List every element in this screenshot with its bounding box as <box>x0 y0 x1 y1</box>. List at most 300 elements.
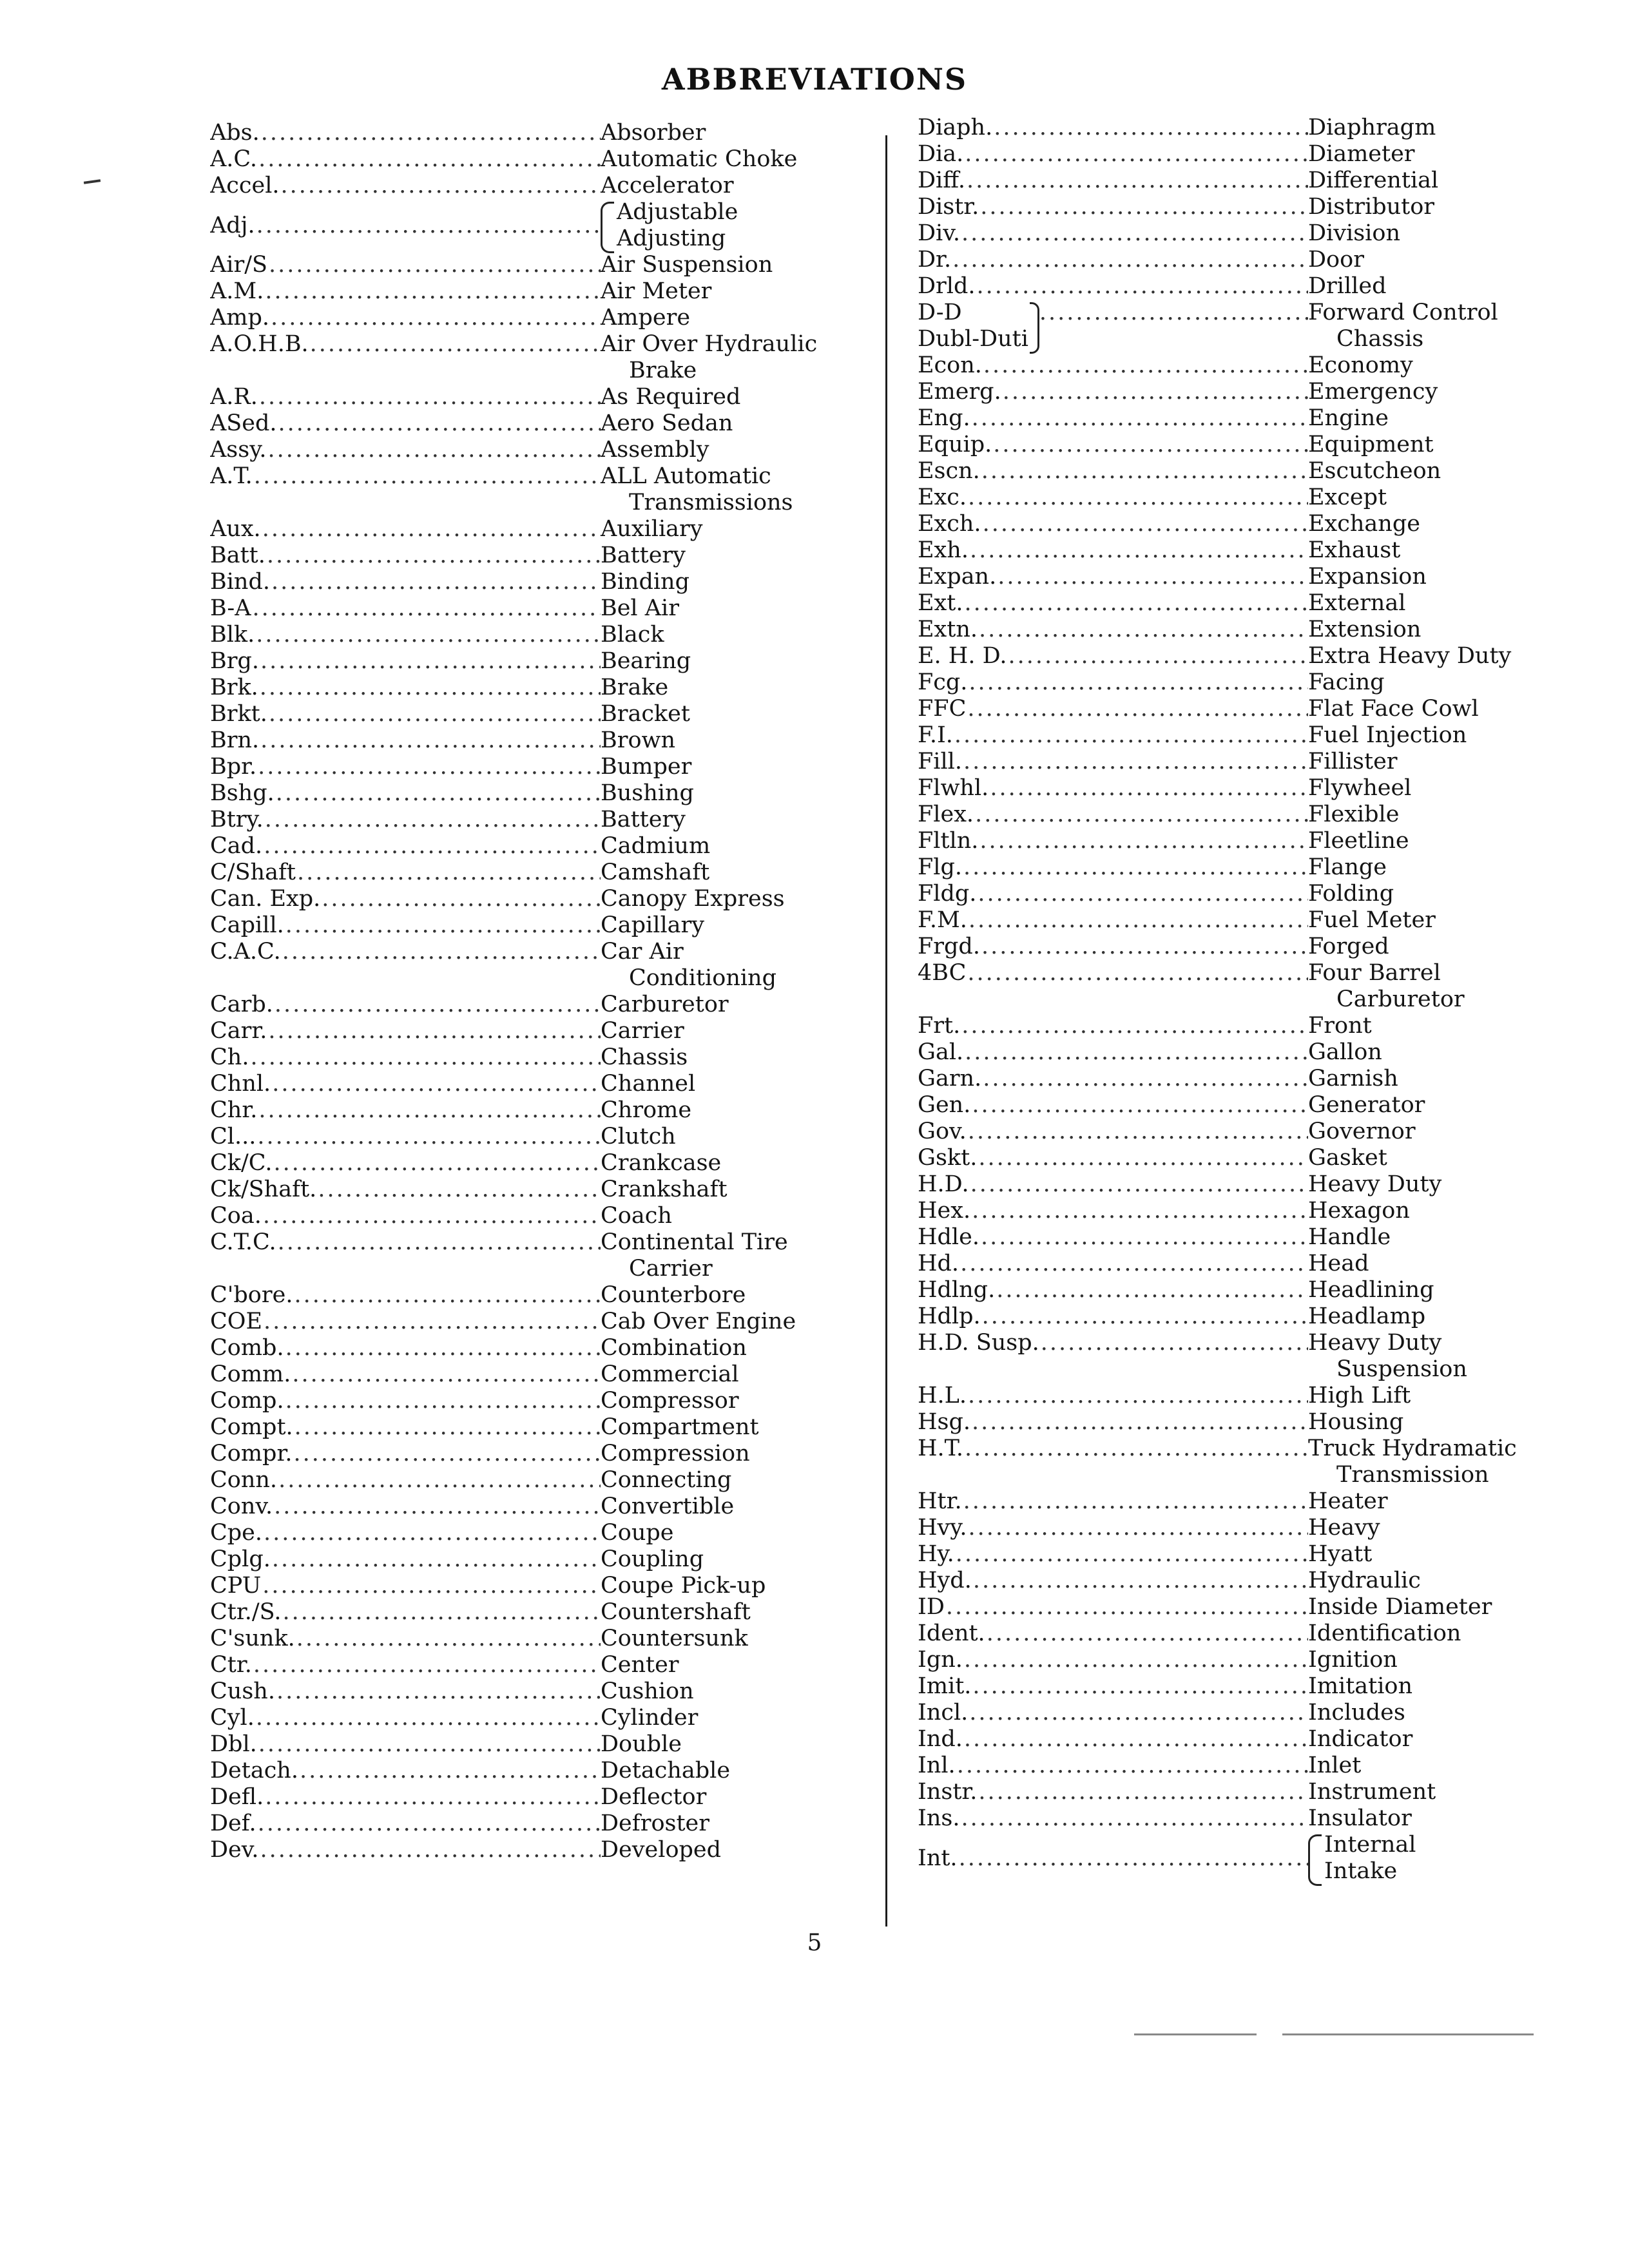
definition <box>601 199 854 253</box>
abbreviation-entry <box>918 1039 1562 1066</box>
definition <box>1308 1673 1562 1700</box>
abbreviation: Cush. <box>210 1678 275 1704</box>
abbreviation-entry <box>210 1731 854 1758</box>
abbreviation-entry <box>210 410 854 437</box>
abbreviation-entry <box>210 1414 854 1441</box>
abbreviation: Chnl. <box>210 1071 271 1097</box>
abbreviation-entry <box>918 1568 1562 1594</box>
definition <box>1308 1832 1562 1886</box>
definition-text: Heavy Duty <box>1308 1330 1442 1356</box>
definition <box>601 305 854 331</box>
abbreviation: F.I. <box>918 722 953 748</box>
entry-lead <box>210 516 601 543</box>
definition <box>601 1309 854 1335</box>
definition-text: Drilled <box>1308 273 1387 299</box>
dot-leader <box>262 516 601 543</box>
abbreviation-entry <box>210 860 854 886</box>
definition-text: As Required <box>601 384 741 410</box>
definition-text: Continental Tire <box>601 1229 788 1255</box>
definition <box>601 252 854 278</box>
definition-text: Air Suspension <box>601 252 773 278</box>
abbreviation-entry <box>918 643 1562 669</box>
entry-lead <box>210 1652 601 1678</box>
definition-text: Headlamp <box>1308 1303 1426 1329</box>
definition-text: Facing <box>1308 669 1385 695</box>
dot-leader <box>969 1700 1308 1726</box>
definition-text: Compression <box>601 1441 750 1466</box>
dot-leader <box>972 1673 1308 1700</box>
abbreviation-entry <box>918 273 1562 300</box>
abbreviation-entry <box>210 1652 854 1678</box>
abbreviation-entry <box>918 1224 1562 1251</box>
definition <box>601 1837 854 1863</box>
abbreviation-entry <box>918 194 1562 220</box>
definition <box>601 886 854 912</box>
definition <box>601 1071 854 1097</box>
definition-text: Except <box>1308 485 1387 510</box>
entry-lead <box>210 1599 601 1626</box>
abbreviation-entry <box>210 1811 854 1837</box>
definition-text: Identification <box>1308 1620 1461 1646</box>
abbreviation-entry <box>918 617 1562 643</box>
dot-leader <box>946 1594 1308 1620</box>
definition-continuation: Chassis <box>1336 326 1424 352</box>
definition <box>601 1414 854 1441</box>
abbreviation: Compr. <box>210 1441 293 1466</box>
dot-leader <box>272 1546 601 1573</box>
entry-lead <box>210 146 601 173</box>
dot-leader <box>294 1282 601 1309</box>
definition-text: Bushing <box>601 780 694 806</box>
dot-leader <box>1039 300 1308 326</box>
definition <box>1308 1092 1562 1119</box>
abbreviation-entry <box>918 1673 1562 1700</box>
entry-lead <box>210 1678 601 1705</box>
abbreviation: Ins. <box>918 1805 960 1831</box>
definition-text: Flange <box>1308 854 1387 880</box>
definition <box>1308 854 1562 881</box>
dot-leader <box>265 807 601 833</box>
abbreviation-entry <box>918 1092 1562 1119</box>
entry-lead <box>918 907 1308 934</box>
entry-lead <box>210 1071 601 1097</box>
dot-leader <box>258 146 601 173</box>
definition <box>1308 1620 1562 1647</box>
definition <box>1308 1039 1562 1066</box>
abbreviation: Abs. <box>210 120 260 146</box>
dot-leader <box>972 405 1308 432</box>
definition <box>1308 1066 1562 1092</box>
entry-lead <box>210 1626 601 1652</box>
entry-lead <box>918 1805 1308 1832</box>
entry-lead <box>210 912 601 939</box>
definition-option: Internal <box>1324 1832 1416 1858</box>
abbreviation-entry <box>210 939 854 992</box>
definition-continuation: Transmissions <box>629 490 793 515</box>
dot-leader <box>260 727 601 754</box>
dot-leader <box>975 802 1308 828</box>
dot-leader <box>258 754 601 780</box>
abbreviation: Exch. <box>918 511 981 537</box>
definition-text: Forward Control <box>1308 300 1498 325</box>
definition <box>601 1124 854 1150</box>
definition-text: Black <box>601 622 664 648</box>
definition-text: Crankcase <box>601 1150 722 1176</box>
dot-leader <box>961 1805 1308 1832</box>
entry-lead <box>918 379 1308 405</box>
definition-options <box>617 199 738 253</box>
abbreviation-entry <box>918 696 1562 722</box>
entry-lead <box>210 199 601 252</box>
dot-leader <box>983 352 1308 379</box>
definition <box>601 410 854 437</box>
definition <box>1308 1647 1562 1673</box>
entry-lead <box>918 802 1308 828</box>
definition <box>1308 1409 1562 1436</box>
dot-leader <box>271 305 601 331</box>
dot-leader <box>269 701 601 727</box>
definition-text: Center <box>601 1652 679 1678</box>
definition-text: Fillister <box>1308 749 1398 774</box>
definition-text: Gasket <box>1308 1145 1387 1171</box>
abbreviation-entry <box>210 1044 854 1071</box>
definition <box>1308 141 1562 168</box>
abbreviation-entry <box>210 1071 854 1097</box>
entry-lead <box>918 881 1308 907</box>
abbreviation: Assy. <box>210 437 267 463</box>
definition-text: Emergency <box>1308 379 1438 405</box>
abbreviation-entry <box>918 300 1562 352</box>
definition-text: Truck Hydramatic <box>1308 1436 1517 1461</box>
abbreviation: Hd. <box>918 1251 959 1276</box>
abbreviation: Conv. <box>210 1494 273 1519</box>
definition <box>601 1018 854 1044</box>
definition-continuation: Carrier <box>629 1256 713 1282</box>
entry-lead <box>210 278 601 305</box>
dot-leader <box>994 115 1308 141</box>
entry-lead <box>210 1837 601 1863</box>
abbreviation: 4BC <box>918 960 967 986</box>
definition <box>1308 1436 1562 1488</box>
definition-text: Housing <box>1308 1409 1404 1435</box>
abbreviation: Fill. <box>918 749 962 774</box>
definition-text: Inside Diameter <box>1308 1594 1492 1620</box>
definition-text: Developed <box>601 1837 722 1863</box>
definition-text: Expansion <box>1308 564 1427 590</box>
abbreviation: Ch. <box>210 1044 249 1070</box>
abbreviation: Adj. <box>210 212 255 238</box>
entry-lead <box>210 1731 601 1758</box>
dot-leader <box>959 1845 1308 1872</box>
definition <box>601 146 854 173</box>
abbreviation-entry <box>210 146 854 173</box>
abbreviation: Fltln. <box>918 828 979 854</box>
abbreviation-entry <box>210 1441 854 1467</box>
abbreviation: Ext. <box>918 590 963 616</box>
dot-leader <box>968 1119 1308 1145</box>
abbreviation-entry <box>918 247 1562 273</box>
entry-lead <box>918 1568 1308 1594</box>
definition <box>1308 537 1562 564</box>
abbreviation-entry <box>918 590 1562 617</box>
definition <box>1308 802 1562 828</box>
definition-text: Exhaust <box>1308 537 1401 563</box>
abbreviation-entry <box>918 1753 1562 1779</box>
abbreviation-entry <box>918 1013 1562 1039</box>
abbreviation: Bshg. <box>210 780 275 806</box>
definition-text: Car Air <box>601 939 684 965</box>
definition <box>601 1388 854 1414</box>
dot-leader <box>963 854 1308 881</box>
entry-lead <box>210 648 601 675</box>
definition <box>601 1229 854 1282</box>
definition-continuation: Brake <box>629 358 697 383</box>
definition-text: Engine <box>1308 405 1389 431</box>
entry-lead <box>210 1150 601 1177</box>
entry-lead <box>918 1515 1308 1541</box>
entry-lead <box>918 1488 1308 1515</box>
abbreviation: Div. <box>918 220 961 246</box>
entry-lead <box>210 1309 601 1335</box>
definition-text: Carrier <box>601 1018 684 1044</box>
abbreviation: A.C. <box>210 146 258 172</box>
definition <box>601 1705 854 1731</box>
definition-text: Indicator <box>1308 1726 1413 1752</box>
abbreviation: Hdlp. <box>918 1303 981 1329</box>
abbreviation: Ctr./S. <box>210 1599 282 1625</box>
definition <box>1308 775 1562 802</box>
abbreviation: Inl. <box>918 1753 956 1778</box>
dot-leader <box>276 1678 601 1705</box>
definition-text: Head <box>1308 1251 1369 1276</box>
definition-text: Auxiliary <box>601 516 703 542</box>
entry-lead <box>210 1467 601 1494</box>
dot-leader <box>264 1520 601 1546</box>
dot-leader <box>970 1171 1308 1198</box>
abbreviation: CPU <box>210 1573 262 1599</box>
definition <box>601 912 854 939</box>
abbreviation: Can. Exp. <box>210 886 321 912</box>
definition-text: Brown <box>601 727 676 753</box>
definition-text: Counterbore <box>601 1282 746 1308</box>
definition-text: Hydraulic <box>1308 1568 1421 1593</box>
abbreviation-entry <box>918 881 1562 907</box>
abbreviation: Compt. <box>210 1414 293 1440</box>
definition-text: Escutcheon <box>1308 458 1441 484</box>
entry-lead <box>918 1832 1308 1885</box>
abbreviation-entry <box>918 960 1562 1013</box>
dot-leader <box>1003 379 1308 405</box>
definition-text: Equipment <box>1308 432 1434 457</box>
abbreviation-entry <box>918 405 1562 432</box>
abbreviation-entry <box>918 537 1562 564</box>
abbreviation: A.T. <box>210 463 253 489</box>
dot-leader <box>256 622 601 648</box>
definition <box>601 463 854 516</box>
definition <box>601 675 854 701</box>
abbreviation-entry <box>210 1520 854 1546</box>
abbreviation: Ck/C. <box>210 1150 273 1176</box>
abbreviation-entry <box>918 1066 1562 1092</box>
entry-lead <box>210 120 601 146</box>
dot-leader <box>978 1779 1308 1805</box>
definition <box>1308 458 1562 485</box>
abbreviation: Garn. <box>918 1066 982 1091</box>
abbreviation-entry <box>918 115 1562 141</box>
definition <box>1308 934 1562 960</box>
entry-lead <box>918 220 1308 247</box>
entry-lead <box>918 273 1308 300</box>
abbreviation-entry <box>918 1119 1562 1145</box>
definition-text: Handle <box>1308 1224 1391 1250</box>
entry-lead <box>918 1224 1308 1251</box>
abbreviation-entry <box>210 1309 854 1335</box>
definition <box>601 1520 854 1546</box>
dot-leader <box>264 1309 601 1335</box>
abbreviation: Flg. <box>918 854 963 880</box>
abbreviation: Distr. <box>918 194 979 220</box>
definition-text: Flat Face Cowl <box>1308 696 1479 722</box>
definition-text: Bearing <box>601 648 691 674</box>
abbreviation-entry <box>918 220 1562 247</box>
definition-text: Connecting <box>601 1467 732 1493</box>
dot-leader <box>322 886 601 912</box>
entry-lead <box>918 485 1308 511</box>
dot-leader <box>964 1726 1308 1753</box>
definition-text: Battery <box>601 807 686 832</box>
definition <box>601 754 854 780</box>
entry-lead <box>210 1124 601 1150</box>
abbreviation-entry <box>210 780 854 807</box>
scan-line-right <box>1282 2033 1534 2035</box>
dot-leader <box>969 1515 1308 1541</box>
definition <box>601 807 854 833</box>
abbreviation-entry <box>210 1837 854 1863</box>
definition <box>1308 1726 1562 1753</box>
entry-lead <box>210 1811 601 1837</box>
abbreviation-entry <box>918 1726 1562 1753</box>
dot-leader <box>998 564 1308 590</box>
definition <box>1308 1145 1562 1171</box>
entry-lead <box>918 300 1308 354</box>
abbreviation: A.R. <box>210 384 258 410</box>
entry-lead <box>918 1673 1308 1700</box>
page-title: ABBREVIATIONS <box>661 62 968 97</box>
definition-continuation: Carburetor <box>1336 986 1465 1012</box>
abbreviation: Frt. <box>918 1013 961 1039</box>
page-number: 5 <box>807 1930 822 1956</box>
entry-lead <box>210 569 601 595</box>
dot-leader <box>275 992 601 1018</box>
entry-lead <box>210 1705 601 1731</box>
dot-leader <box>268 1018 601 1044</box>
definition-text: Compartment <box>601 1414 759 1440</box>
dot-leader <box>274 1494 601 1520</box>
entry-lead <box>918 1383 1308 1409</box>
entry-lead <box>918 1647 1308 1673</box>
dot-leader <box>969 669 1308 696</box>
definition <box>1308 352 1562 379</box>
abbreviation-entry <box>918 934 1562 960</box>
definition <box>1308 1515 1562 1541</box>
abbreviation-entry <box>918 168 1562 194</box>
abbreviation: Brn. <box>210 727 260 753</box>
dot-leader <box>967 960 1308 986</box>
abbreviation-entry <box>210 1546 854 1573</box>
abbreviation: Dubl-Duti <box>918 326 1028 352</box>
dot-leader <box>250 1044 601 1071</box>
definition-text: Coach <box>601 1203 672 1229</box>
definition <box>1308 1383 1562 1409</box>
definition-text: ALL Automatic <box>601 463 771 489</box>
definition <box>1308 511 1562 537</box>
abbreviation: Gov. <box>918 1119 967 1144</box>
abbreviation-entry <box>210 1150 854 1177</box>
entry-lead <box>918 194 1308 220</box>
dot-leader <box>282 939 601 965</box>
abbreviation-entry <box>918 775 1562 802</box>
definition <box>1308 828 1562 854</box>
abbreviation: C/Shaft <box>210 860 296 885</box>
definition <box>1308 1224 1562 1251</box>
definition-text: Includes <box>1308 1700 1405 1725</box>
abbreviation: COE <box>210 1309 263 1334</box>
abbreviation-entry <box>210 1467 854 1494</box>
definition-text: High Lift <box>1308 1383 1411 1408</box>
abbreviation-entry <box>210 463 854 516</box>
definition <box>601 569 854 595</box>
definition <box>601 543 854 569</box>
definition <box>1308 749 1562 775</box>
dot-leader <box>253 1652 601 1678</box>
dot-leader <box>273 1150 601 1177</box>
dot-leader <box>983 511 1308 537</box>
definition <box>601 1467 854 1494</box>
abbreviation-entry <box>918 1647 1562 1673</box>
definition <box>1308 247 1562 273</box>
abbreviation: D-D <box>918 300 962 325</box>
entry-lead <box>210 1494 601 1520</box>
dot-leader <box>256 213 601 239</box>
entry-lead <box>210 1097 601 1124</box>
abbreviation-entry <box>918 1541 1562 1568</box>
abbreviation-entry <box>210 1599 854 1626</box>
dot-leader <box>972 1409 1308 1436</box>
abbreviation: Drld. <box>918 273 976 299</box>
definition-text: Insulator <box>1308 1805 1412 1831</box>
definition-text: Accelerator <box>601 173 734 198</box>
entry-lead <box>918 1303 1308 1330</box>
definition <box>1308 379 1562 405</box>
abbreviation: Fldg. <box>918 881 977 907</box>
definition <box>601 860 854 886</box>
abbreviation-entry <box>210 437 854 463</box>
entry-lead <box>918 405 1308 432</box>
definition <box>1308 1171 1562 1198</box>
definition-text: Cadmium <box>601 833 711 859</box>
dot-leader <box>965 1436 1308 1462</box>
definition <box>1308 1119 1562 1145</box>
entry-lead <box>210 860 601 886</box>
entry-lead <box>210 410 601 437</box>
abbreviation: Dia. <box>918 141 964 167</box>
abbreviation-entry <box>210 595 854 622</box>
dot-leader <box>978 1145 1308 1171</box>
dot-leader <box>260 648 601 675</box>
dot-leader <box>293 1441 601 1467</box>
definition-text: Deflector <box>601 1784 707 1810</box>
definition-text: Fuel Meter <box>1308 907 1436 933</box>
